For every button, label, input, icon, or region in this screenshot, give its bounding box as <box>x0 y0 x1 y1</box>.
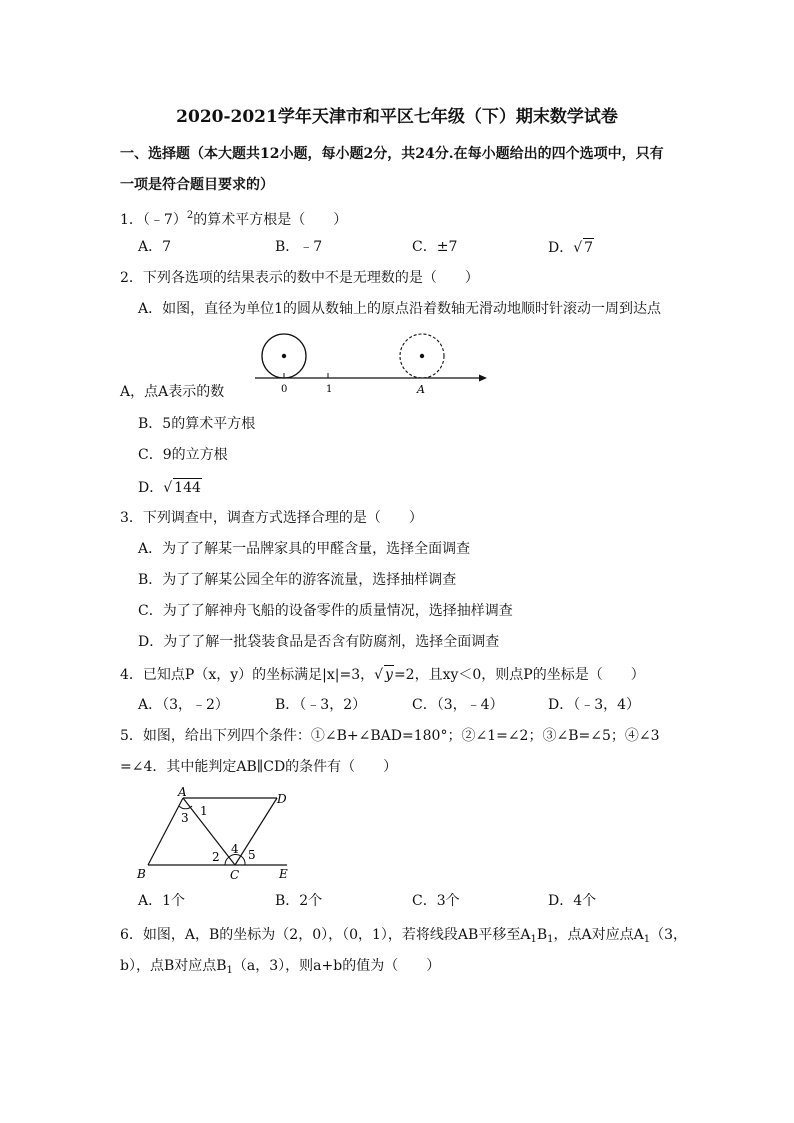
question-1-base: （﹣7） <box>142 212 187 228</box>
subscript: 1 <box>530 934 537 945</box>
segment-ac <box>183 798 235 865</box>
sqrt-sign: √ 144 <box>163 480 201 496</box>
question-1-text: 的算术平方根是（ ） <box>193 212 348 228</box>
question-6-text-b: B <box>536 927 548 943</box>
label-0: 0 <box>281 384 288 395</box>
question-2-option-a-line1: A．如图，直径为单位1的圆从数轴上的原点沿着数轴无滑动地顺时针滚动一周到达点 <box>138 301 662 317</box>
question-1-stem <box>120 207 347 229</box>
vertex-d: D <box>277 792 287 806</box>
question-5-option-a: A．1个 <box>138 893 186 909</box>
angle-label-1: 1 <box>200 804 208 818</box>
question-6-text-e: b），点B对应点B <box>120 958 227 974</box>
section-heading-line1: 一、选择题（本大题共12小题，每小题2分，共24分.在每小题给出的四个选项中，只有 <box>120 146 664 162</box>
segment-cd <box>235 798 277 865</box>
vertex-a: A <box>178 785 187 799</box>
angle-arc-c-left <box>225 857 229 865</box>
question-6-text-d: （3， <box>650 927 688 943</box>
question-6-text-c: ，点A对应点A <box>553 927 644 943</box>
question-1-option-d-radicand: 7 <box>584 240 594 256</box>
label-a: A <box>417 383 425 396</box>
sqrt-sign: √ y <box>374 667 393 683</box>
question-2-option-b: B．5的算术平方根 <box>138 416 256 432</box>
segment-ab <box>148 798 183 865</box>
question-4-option-b: B．（﹣3，2） <box>275 697 367 713</box>
question-1-number: 1． <box>120 212 143 228</box>
question-5-option-b: B．2个 <box>275 893 323 909</box>
question-2-option-d-label: D． <box>138 480 164 496</box>
question-4-option-c: C．（3，﹣4） <box>412 697 504 713</box>
question-1-option-b: B．﹣7 <box>275 239 323 255</box>
question-3-option-a: A．为了了解某一品牌家具的甲醛含量，选择全面调查 <box>138 541 471 557</box>
question-2-option-d <box>138 478 202 497</box>
question-2-stem: 2．下列各选项的结果表示的数中不是无理数的是（ ） <box>120 270 479 286</box>
question-1-option-c: C．±7 <box>412 239 458 255</box>
question-4-option-a: A．（3，﹣2） <box>138 697 229 713</box>
question-5-line2: =∠4．其中能判定AB∥CD的条件有（ ） <box>120 759 398 775</box>
section-heading-line2: 一项是符合题目要求的） <box>120 177 274 193</box>
axis-arrow-icon <box>479 375 487 382</box>
angle-label-5: 5 <box>248 848 256 862</box>
parallelogram-figure <box>135 785 300 885</box>
vertex-c: C <box>230 868 240 882</box>
angle-label-2: 2 <box>212 850 220 864</box>
label-1: 1 <box>326 384 333 395</box>
question-2-option-a-line2: A，点A表示的数 <box>120 384 225 400</box>
question-5-option-c: C．3个 <box>412 893 460 909</box>
question-4-option-d: D．（﹣3，4） <box>548 697 641 713</box>
question-4-stem <box>120 665 645 684</box>
question-6-text-a: 6．如图，A，B的坐标为（2，0），（0，1），若将线段AB平移至A <box>120 927 531 943</box>
question-1-option-d-label: D． <box>548 240 574 256</box>
question-1-exponent: 2 <box>186 210 194 221</box>
subscript: 1 <box>226 965 233 976</box>
vertex-b: B <box>137 867 146 881</box>
question-2-option-d-radicand: 144 <box>174 480 201 496</box>
start-circle-center <box>282 354 286 358</box>
question-3-stem: 3．下列调查中，调查方式选择合理的是（ ） <box>120 510 423 526</box>
question-5-option-d: D．4个 <box>548 893 597 909</box>
question-1-option-d <box>548 238 594 257</box>
question-6-text-f: （a，3），则a+b的值为（ ） <box>232 958 441 974</box>
vertex-e: E <box>279 867 288 881</box>
question-6-line1 <box>120 926 687 949</box>
question-3-option-c: C．为了了解神舟飞船的设备零件的质量情况，选择抽样调查 <box>138 603 513 619</box>
question-4-radicand: y <box>385 667 393 683</box>
page-title: 2020-2021学年天津市和平区七年级（下）期末数学试卷 <box>176 107 618 127</box>
angle-arc-c-right <box>241 856 245 865</box>
question-4-stem-end: =2，且xy＜0，则点P的坐标是（ ） <box>393 667 645 683</box>
question-3-option-d: D．为了了解一批袋装食品是否含有防腐剂，选择全面调查 <box>138 634 500 650</box>
number-line-figure <box>255 330 495 400</box>
question-3-option-b: B．为了了解某公园全年的游客流量，选择抽样调查 <box>138 572 457 588</box>
sqrt-sign: √ 7 <box>573 240 594 256</box>
question-5-line1: 5．如图，给出下列四个条件：①∠B+∠BAD=180°；②∠1=∠2；③∠B=∠5；④∠3 <box>120 728 660 744</box>
question-6-line2 <box>120 957 440 980</box>
end-circle-center <box>420 354 424 358</box>
subscript: 1 <box>547 934 554 945</box>
subscript: 1 <box>643 934 651 945</box>
angle-label-3: 3 <box>181 811 189 825</box>
question-4-stem-start: 4．已知点P（x，y）的坐标满足|x|=3， <box>120 667 375 683</box>
question-2-option-c: C．9的立方根 <box>138 447 228 463</box>
question-1-option-a: A．7 <box>138 239 172 255</box>
angle-label-4: 4 <box>231 842 239 856</box>
